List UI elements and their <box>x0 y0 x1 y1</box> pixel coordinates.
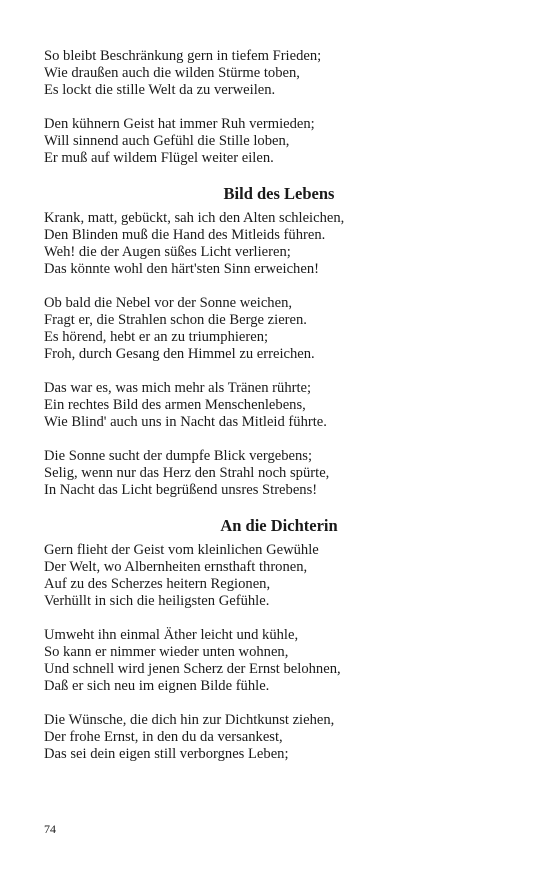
verse-line: Daß er sich neu im eignen Bilde fühle. <box>44 678 270 694</box>
verse-line: Der Welt, wo Albernheiten ernsthaft thronen, <box>44 559 308 575</box>
stanza <box>44 116 514 167</box>
verse-line: In Nacht das Licht begrüßend unsres Strebens! <box>44 482 318 498</box>
page-number: 74 <box>44 822 56 836</box>
verse-line: Den Blinden muß die Hand des Mitleids führen. <box>44 227 326 243</box>
verse-line: Weh! die der Augen süßes Licht verlieren; <box>44 244 291 260</box>
stanza <box>44 542 514 610</box>
verse-line: Die Wünsche, die dich hin zur Dichtkunst ziehen, <box>44 712 335 728</box>
stanza <box>44 448 514 499</box>
verse-line: Den kühnern Geist hat immer Ruh vermieden; <box>44 116 315 132</box>
verse-line: Er muß auf wildem Flügel weiter eilen. <box>44 150 274 166</box>
verse-line: So bleibt Beschränkung gern in tiefem Frieden; <box>44 48 322 64</box>
verse-line: Die Sonne sucht der dumpfe Blick vergebens; <box>44 448 313 464</box>
page-content <box>44 48 514 780</box>
verse-line: Ein rechtes Bild des armen Menschenlebens, <box>44 397 306 413</box>
verse-line: Das war es, was mich mehr als Tränen rührte; <box>44 380 312 396</box>
verse-line: Selig, wenn nur das Herz den Strahl noch spürte, <box>44 465 330 481</box>
poem-title: An die Dichterin <box>220 516 338 535</box>
verse-line: Krank, matt, gebückt, sah ich den Alten schleichen, <box>44 210 345 226</box>
verse-line: Gern flieht der Geist vom kleinlichen Gewühle <box>44 542 319 558</box>
verse-line: Auf zu des Scherzes heitern Regionen, <box>44 576 271 592</box>
verse-line: Der frohe Ernst, in den du da versankest, <box>44 729 283 745</box>
stanza <box>44 295 514 363</box>
verse-line: Wie draußen auch die wilden Stürme toben, <box>44 65 300 81</box>
verse-line: Und schnell wird jenen Scherz der Ernst belohnen, <box>44 661 341 677</box>
verse-line: Umweht ihn einmal Äther leicht und kühle, <box>44 627 299 643</box>
stanza <box>44 210 514 278</box>
verse-line: So kann er nimmer wieder unten wohnen, <box>44 644 289 660</box>
poem-title: Bild des Lebens <box>223 184 335 203</box>
verse-line: Es hörend, hebt er an zu triumphieren; <box>44 329 269 345</box>
verse-line: Verhüllt in sich die heiligsten Gefühle. <box>44 593 270 609</box>
verse-line: Will sinnend auch Gefühl die Stille loben, <box>44 133 290 149</box>
stanza <box>44 48 514 99</box>
verse-line: Es lockt die stille Welt da zu verweilen. <box>44 82 276 98</box>
verse-line: Ob bald die Nebel vor der Sonne weichen, <box>44 295 293 311</box>
stanza <box>44 712 514 763</box>
verse-line: Fragt er, die Strahlen schon die Berge zieren. <box>44 312 307 328</box>
verse-line: Froh, durch Gesang den Himmel zu erreichen. <box>44 346 315 362</box>
verse-line: Wie Blind' auch uns in Nacht das Mitleid führte. <box>44 414 327 430</box>
stanza <box>44 627 514 695</box>
verse-line: Das könnte wohl den härt'sten Sinn erweichen! <box>44 261 319 277</box>
verse-line: Das sei dein eigen still verborgnes Leben; <box>44 746 289 762</box>
stanza <box>44 380 514 431</box>
